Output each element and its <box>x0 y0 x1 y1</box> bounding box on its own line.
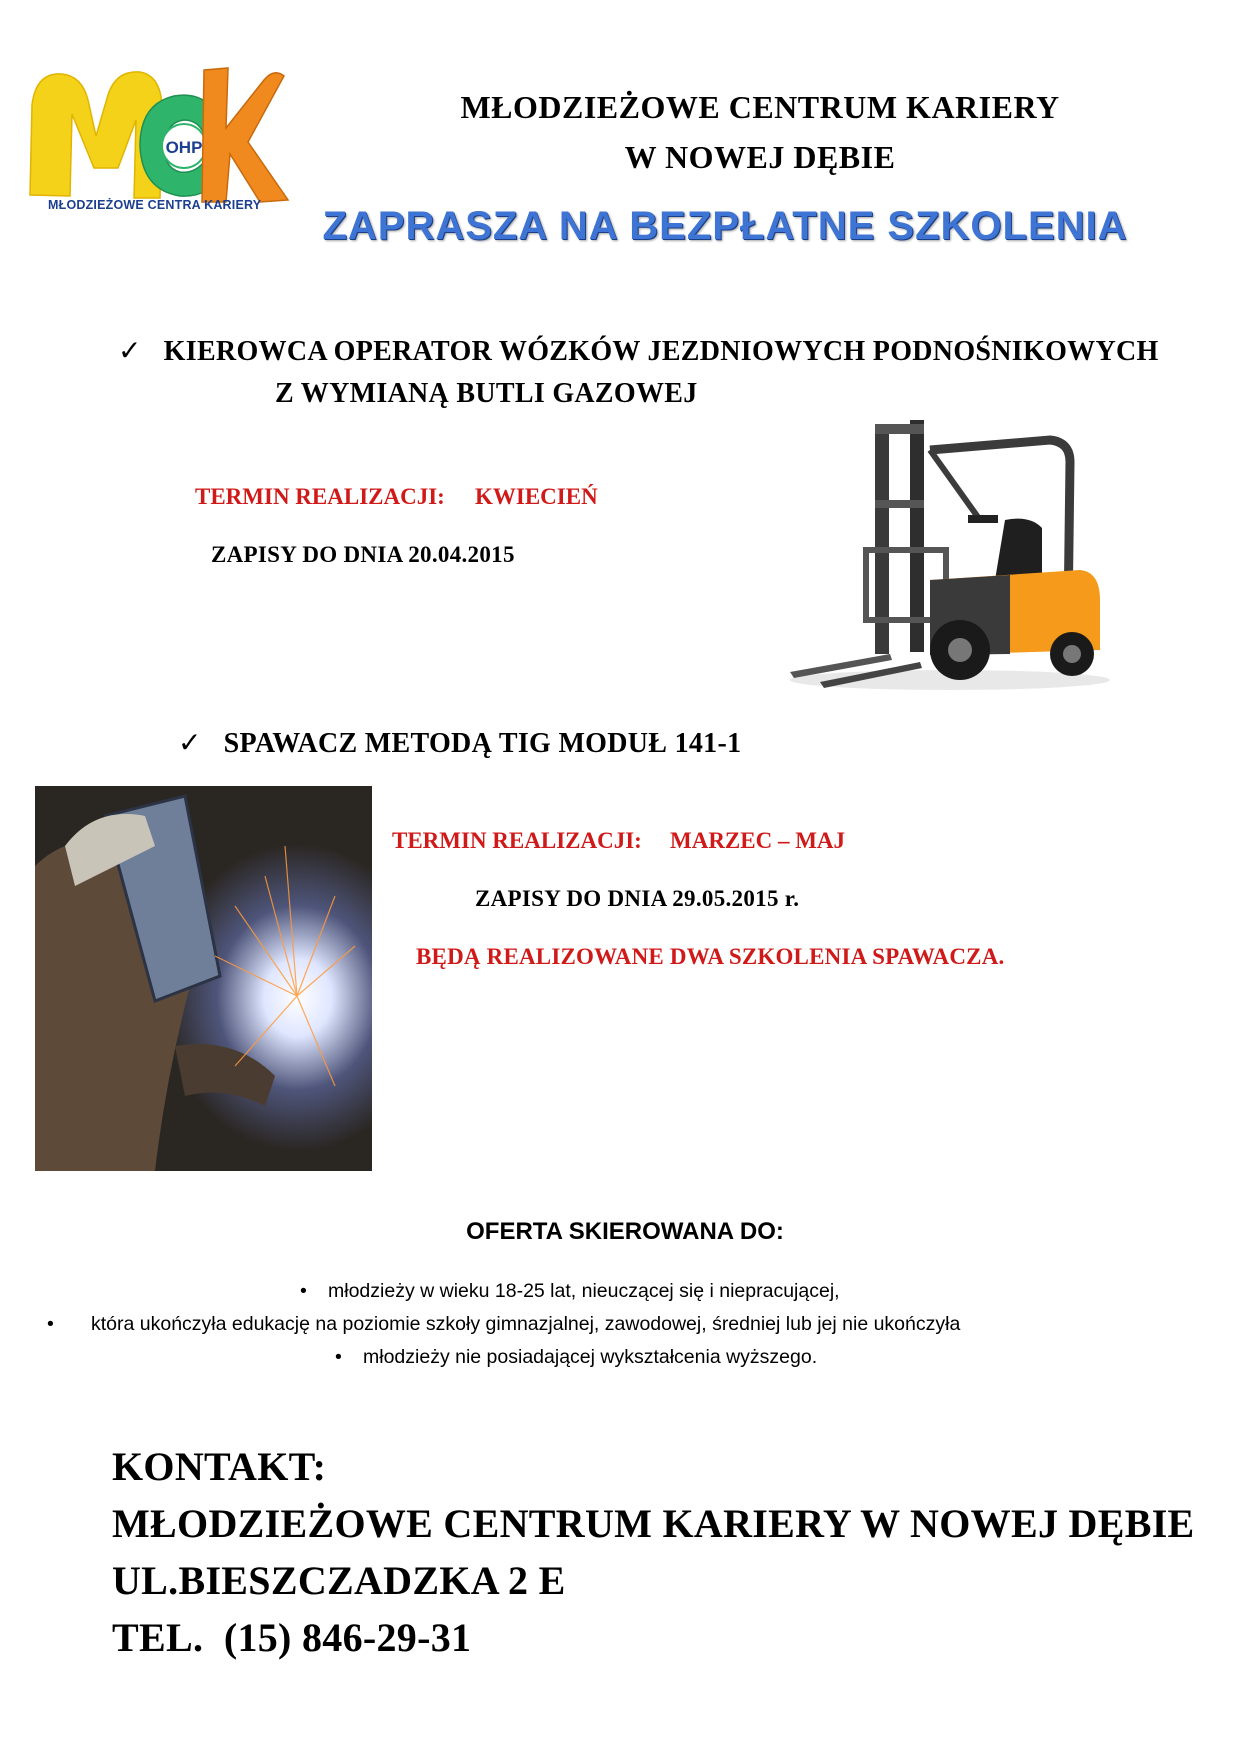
term-value: MARZEC – MAJ <box>670 828 846 853</box>
check-icon: ✓ <box>178 726 202 759</box>
logo-caption: MŁODZIEŻOWE CENTRA KARIERY <box>48 198 262 212</box>
bullet-icon: • <box>335 1346 342 1368</box>
course-title-welder <box>178 726 741 760</box>
invite-heading: ZAPRASZA NA BEZPŁATNE SZKOLENIA <box>322 204 1128 248</box>
offer-item-text: młodzieży w wieku 18-25 lat, nieuczącej się i niepracującej, <box>328 1280 840 1302</box>
forklift-image <box>780 410 1120 700</box>
organization-title-line2: W NOWEJ DĘBIE <box>624 139 896 175</box>
course-title-forklift-line2: Z WYMIANĄ BUTLI GAZOWEJ <box>275 378 698 409</box>
organization-title <box>300 82 1220 182</box>
offer-item-text: która ukończyła edukację na poziomie szkoły gimnazjalnej, zawodowej, średniej lub jej nie ukończyła <box>91 1313 961 1335</box>
contact-heading: KONTAKT: <box>112 1444 327 1489</box>
offer-heading: OFERTA SKIEROWANA DO: <box>466 1218 784 1245</box>
welder-image <box>35 786 372 1171</box>
term-value: KWIECIEŃ <box>475 484 598 509</box>
contact-address: UL.BIESZCZADZKA 2 E <box>112 1558 566 1603</box>
term-label: TERMIN REALIZACJI: <box>392 828 642 853</box>
course-note: BĘDĄ REALIZOWANE DWA SZKOLENIA SPAWACZA. <box>416 944 1005 969</box>
bullet-icon: • <box>47 1313 54 1335</box>
logo-badge: OHP <box>165 138 203 157</box>
bullet-icon: • <box>300 1280 307 1302</box>
contact-block <box>112 1438 1195 1666</box>
contact-organization: MŁODZIEŻOWE CENTRUM KARIERY W NOWEJ DĘBIE <box>112 1501 1195 1546</box>
offer-item <box>300 1280 840 1303</box>
contact-phone: TEL. (15) 846-29-31 <box>112 1615 472 1660</box>
mck-logo <box>12 50 297 220</box>
organization-title-line1: MŁODZIEŻOWE CENTRUM KARIERY <box>460 89 1060 125</box>
term-label: TERMIN REALIZACJI: <box>195 484 445 509</box>
course-title-welder-line1: SPAWACZ METODĄ TIG MODUŁ 141-1 <box>223 728 742 759</box>
registration-deadline: ZAPISY DO DNIA 20.04.2015 <box>211 542 515 567</box>
offer-item <box>47 1313 960 1336</box>
offer-item <box>335 1346 817 1369</box>
check-icon: ✓ <box>118 334 142 367</box>
registration-deadline: ZAPISY DO DNIA 29.05.2015 r. <box>475 886 800 911</box>
course-title-forklift-line1: KIEROWCA OPERATOR WÓZKÓW JEZDNIOWYCH PODNOŚNIKOWYCH <box>163 336 1159 367</box>
offer-item-text: młodzieży nie posiadającej wykształcenia wyższego. <box>363 1346 818 1368</box>
course-title-forklift <box>118 334 1159 368</box>
